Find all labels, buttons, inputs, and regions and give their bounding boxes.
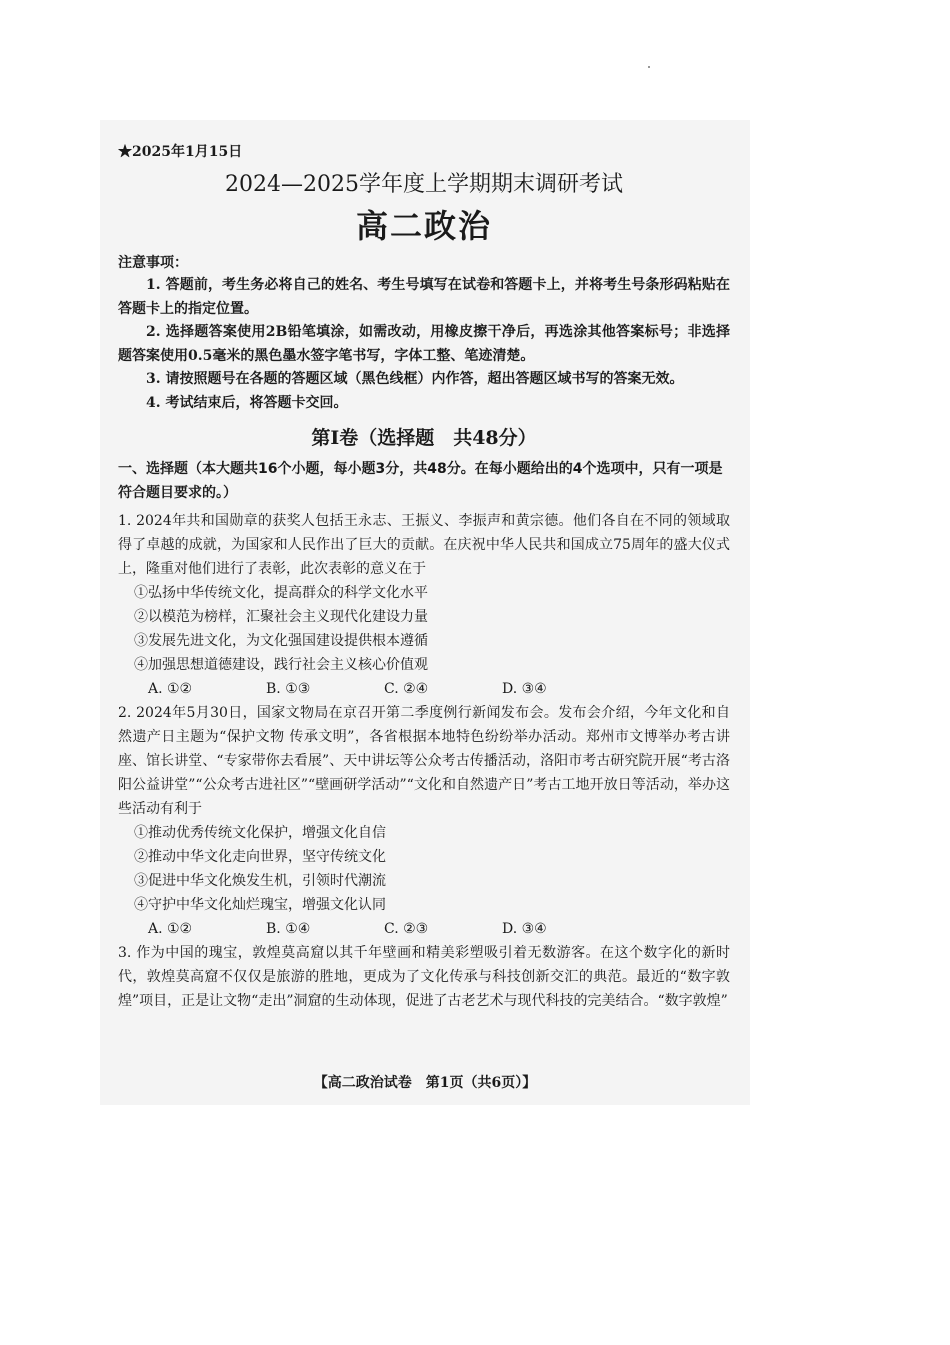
answer-choice-c: C. ②④	[384, 681, 429, 697]
exam-date: ★2025年1月15日	[118, 144, 243, 160]
section-title: 第I卷（选择题 共48分）	[311, 427, 537, 449]
question-2	[118, 701, 730, 941]
notice-item: 4. 考试结束后，将答题卡交回。	[146, 394, 348, 411]
statement-option: ④加强思想道德建设，践行社会主义核心价值观	[134, 657, 428, 673]
answer-choice-d: D. ③④	[502, 681, 547, 697]
question-3	[118, 941, 730, 1013]
answer-choice-a: A. ①②	[148, 681, 193, 697]
answer-choice-d: D. ③④	[502, 921, 547, 937]
statement-option: ③促进中华文化焕发生机，引领时代潮流	[134, 873, 386, 889]
answer-choices	[118, 917, 730, 941]
subject-title: 高二政治	[355, 207, 492, 245]
answer-choice-b: B. ①③	[266, 681, 311, 697]
notice-title: 注意事项：	[118, 255, 188, 271]
statement-option: ④守护中华文化灿烂瑰宝，增强文化认同	[134, 897, 386, 913]
notice-item: 3. 请按照题号在各题的答题区域（黑色线框）内作答，超出答题区域书写的答案无效。	[146, 371, 684, 387]
section-instruction: 一、选择题（本大题共16个小题，每小题3分，共48分。在每小题给出的4个选项中，只有一项是符合题目要求的。）	[118, 461, 723, 501]
statement-option: ②以模范为榜样，汇聚社会主义现代化建设力量	[134, 609, 428, 625]
question-stem: 2. 2024年5月30日，国家文物局在京召开第二季度例行新闻发布会。发布会介绍，今年文化和自然遗产日主题为“保护文物 传承文明”，各省根据本地特色纷纷举办活动。郑州市文博举办考古讲座、馆长讲堂、“专家带你去看展”、天中讲坛等公众考古传播活动，洛阳市考古研究院开展“考古洛阳公益讲堂”“公众考古进社区”“壁画研学活动”“文化和自然遗产日”考古工地开放日等活动，举办这些活动有利于	[118, 705, 730, 817]
scan-speck	[648, 66, 650, 68]
answer-choice-c: C. ②③	[384, 921, 429, 937]
statement-option: ③发展先进文化，为文化强国建设提供根本遵循	[134, 633, 428, 649]
exam-title: 2024—2025学年度上学期期末调研考试	[225, 172, 623, 197]
answer-choice-a: A. ①②	[148, 921, 193, 937]
notice-item: 2. 选择题答案使用2B铅笔填涂，如需改动，用橡皮擦干净后，再选涂其他答案标号；非选择题答案使用0.5毫米的黑色墨水签字笔书写，字体工整、笔迹清楚。	[118, 324, 730, 364]
notice-item: 1. 答题前，考生务必将自己的姓名、考生号填写在试卷和答题卡上，并将考生号条形码粘贴在答题卡上的指定位置。	[118, 277, 730, 317]
page-content	[118, 140, 730, 1013]
statement-option: ①弘扬中华传统文化，提高群众的科学文化水平	[134, 585, 428, 601]
question-1	[118, 509, 730, 701]
answer-choice-b: B. ①④	[266, 921, 311, 937]
question-stem: 1. 2024年共和国勋章的获奖人包括王永志、王振义、李振声和黄宗德。他们各自在不同的领域取得了卓越的成就，为国家和人民作出了巨大的贡献。在庆祝中华人民共和国成立75周年的盛大仪式上，隆重对他们进行了表彰，此次表彰的意义在于	[118, 513, 730, 577]
statement-option: ②推动中华文化走向世界，坚守传统文化	[134, 849, 386, 865]
page-footer: 【高二政治试卷 第1页（共6页）】	[313, 1075, 537, 1091]
statement-option: ①推动优秀传统文化保护，增强文化自信	[134, 825, 386, 841]
answer-choices	[118, 677, 730, 701]
question-stem: 3. 作为中国的瑰宝，敦煌莫高窟以其千年壁画和精美彩塑吸引着无数游客。在这个数字化的新时代，敦煌莫高窟不仅仅是旅游的胜地，更成为了文化传承与科技创新交汇的典范。最近的“数字敦煌”项目，正是让文物“走出”洞窟的生动体现，促进了古老艺术与现代科技的完美结合。“数字敦煌”	[118, 945, 730, 1009]
